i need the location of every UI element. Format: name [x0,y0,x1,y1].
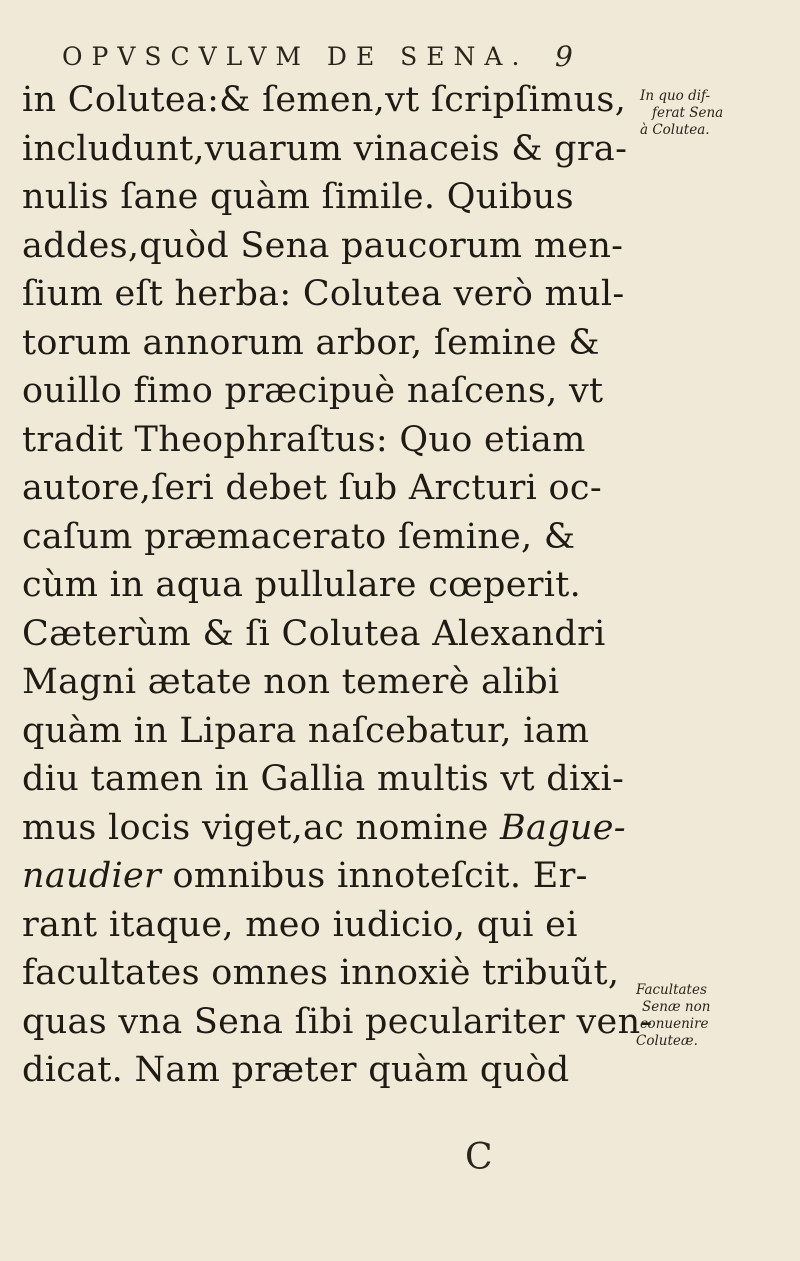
text-line: dicat. Nam præter quàm quòd [22,1050,570,1090]
signature-mark: C [465,1137,493,1178]
margin-note [636,982,710,1050]
vernacular-term: naudier [22,856,162,896]
margin-note-line: Coluteæ. [636,1033,698,1049]
margin-note-line: à Colutea. [640,122,710,138]
text-line: quas vna Sena ſibi peculariter ven- [22,1001,653,1042]
text-line: cùm in aqua pullulare cœperit. [22,565,582,605]
margin-note-line: Senæ non [642,999,711,1015]
text-line: addes,quòd Sena paucorum men- [22,225,624,266]
text-line: autore,ſeri debet ſub Arcturi oc- [22,468,602,508]
margin-note-line: Facultates [636,982,707,998]
text-line: ouillo fimo præcipuè naſcens, vt [22,371,604,411]
page-number: 9 [555,40,573,73]
text-line: quàm in Lipara naſcebatur, iam [22,710,590,751]
margin-note-line: conuenire [640,1016,709,1032]
text-line: naudier omnibus innoteſcit. Er- [22,856,588,896]
text-line: caſum præmacerato ſemine, & [22,516,576,557]
text-line: mus locis viget,ac nomine Bague- [22,807,626,848]
text-line: nulis ſane quàm ſimile. Quibus [22,177,574,217]
vernacular-term: Bague- [500,807,626,848]
running-title: OPVSCVLVM DE SENA. [62,42,529,71]
text-line: facultates omnes innoxiè tribuũt, [22,953,620,993]
text-line: tradit Theophraſtus: Quo etiam [22,419,586,460]
margin-note-line: In quo dif- [640,88,711,104]
margin-note-line: ferat Sena [652,105,724,121]
text-line: ſium eſt herba: Colutea verò mul- [22,274,625,314]
text-line: in Colutea:& ſemen,vt ſcripſimus, [22,80,627,120]
text-line: includunt,vuarum vinaceis & gra- [22,128,628,169]
text-line: torum annorum arbor, ſemine & [22,322,600,363]
text-line: Magni ætate non temerè alibi [22,662,560,702]
text-line: rant itaque, meo iudicio, qui ei [22,904,578,945]
margin-note [640,88,723,139]
main-text-block [22,76,653,1095]
text-line: Cæterùm & ſi Colutea Alexandri [22,613,606,654]
text-line: diu tamen in Gallia multis vt dixi- [22,759,625,799]
